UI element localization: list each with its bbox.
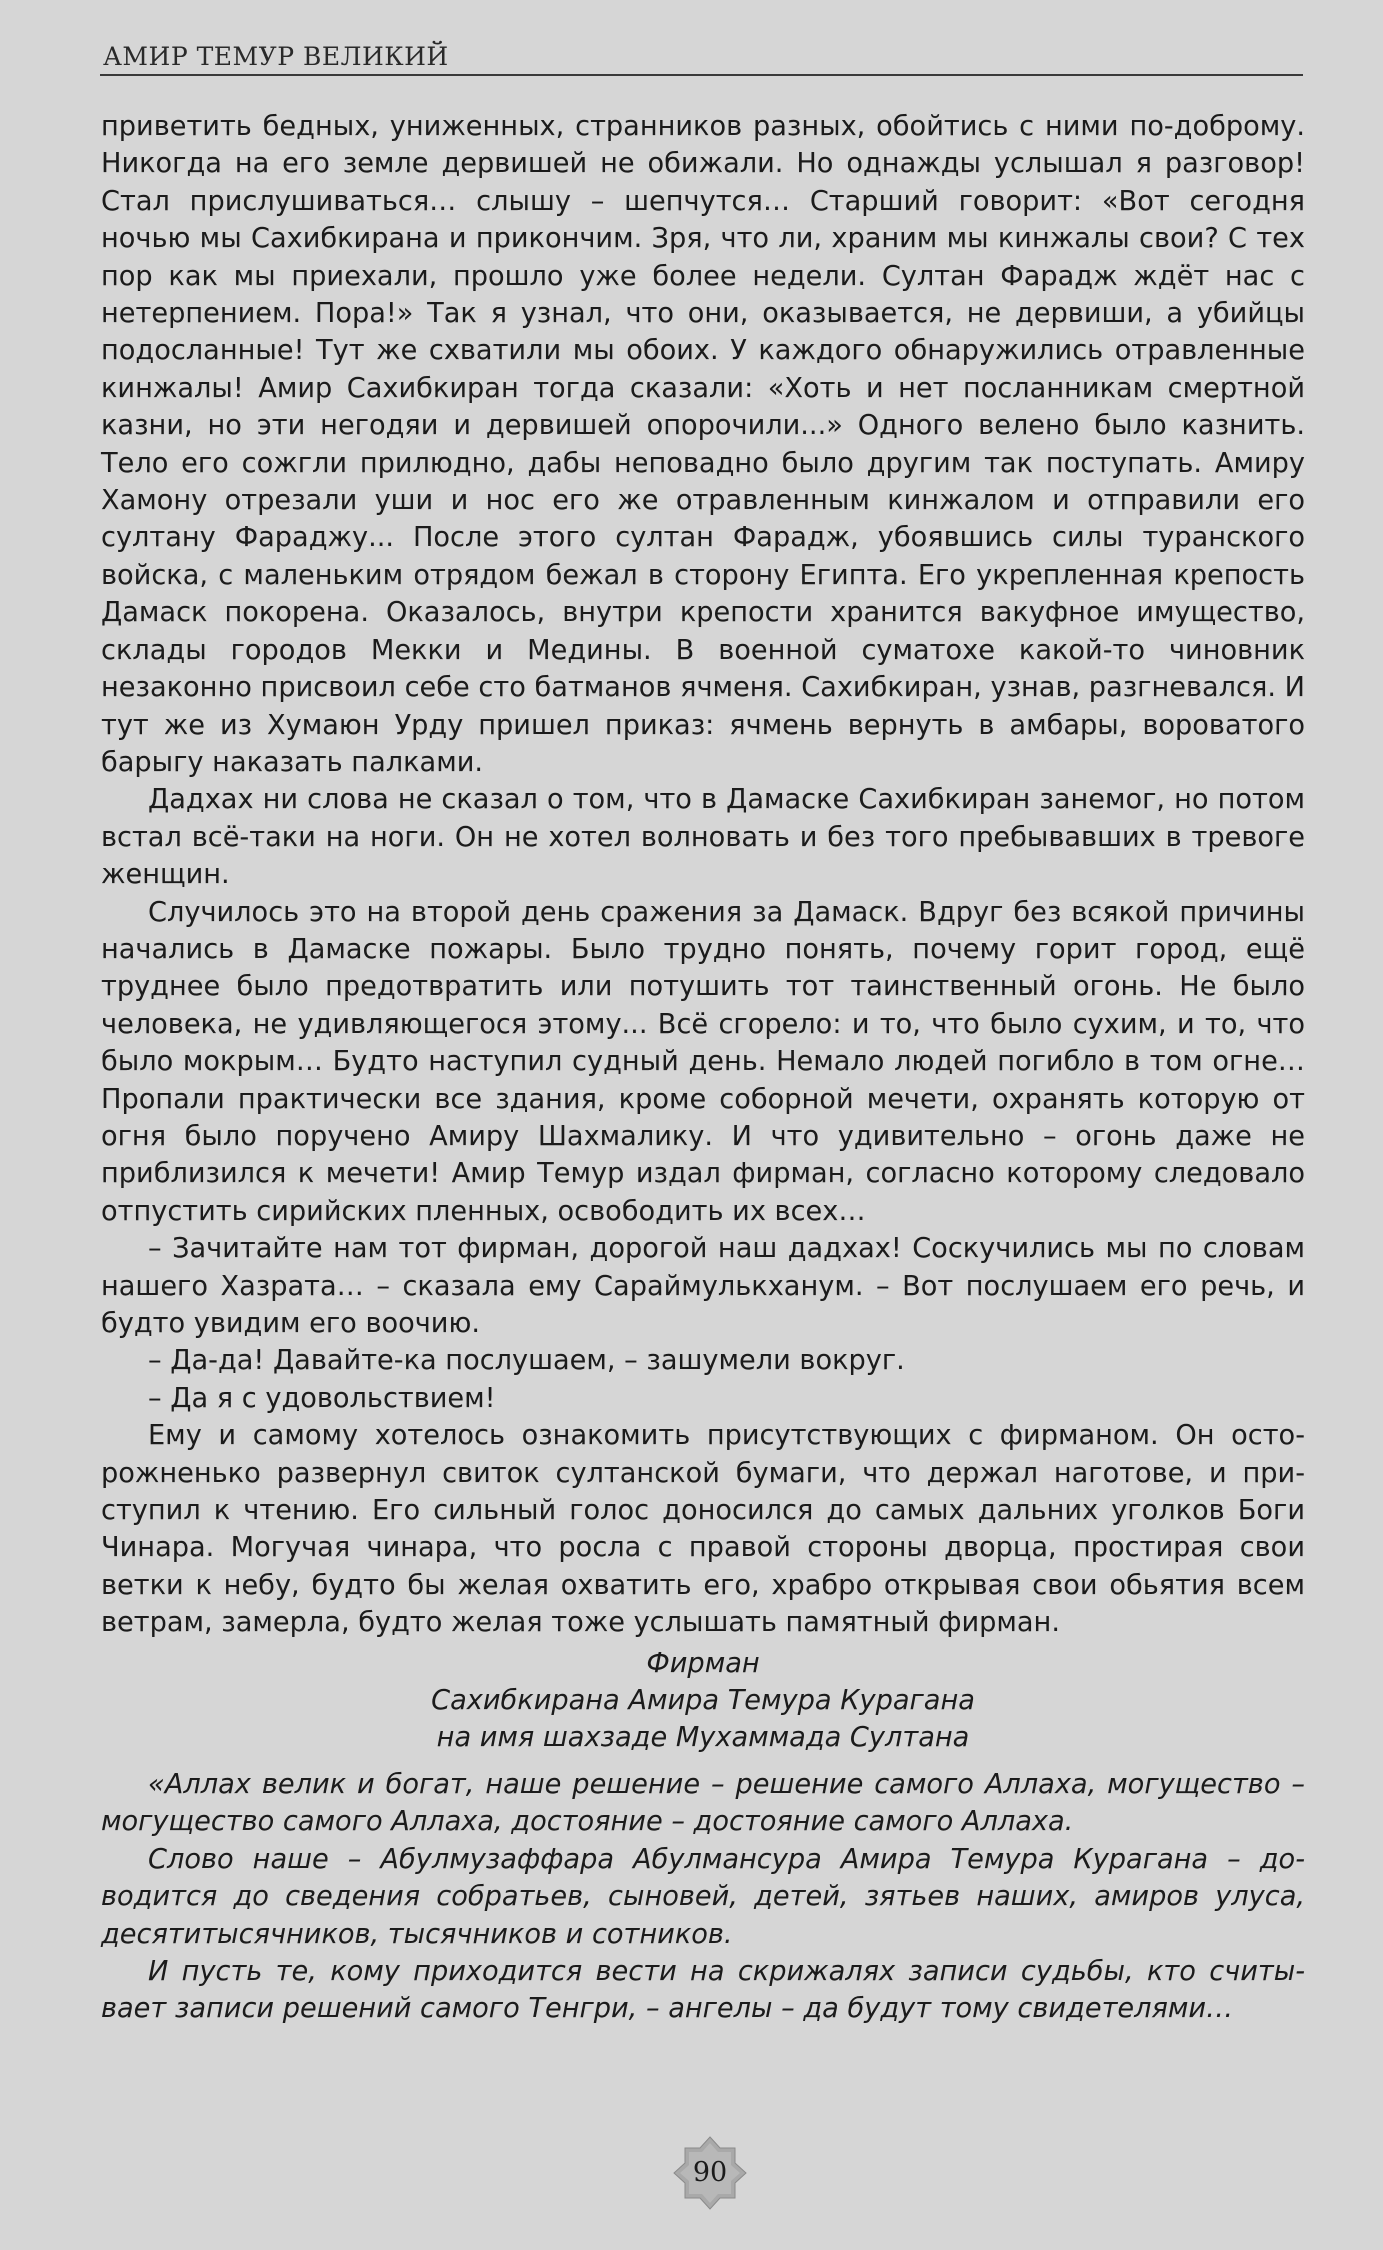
- firman-addressee: на имя шахзаде Мухаммада Султана: [436, 1722, 970, 1754]
- firman-paragraph: И пусть те, кому приходится вести на скрижалях записи судьбы, кто считывает записи решений самого Тенгри, – ангелы – да будут тому свидетелями…: [101, 1955, 1305, 2025]
- firman-title: Фирман: [646, 1647, 760, 1679]
- running-title: АМИР ТЕМУР ВЕЛИКИЙ: [103, 42, 449, 71]
- paragraph: Дадхах ни слова не сказал о том, что в Дамаске Сахибкиран занемог, но потом встал всё-таки на ноги. Он не хотел волновать и без того пребывавших в тревоге женщин.: [101, 784, 1305, 891]
- header-rule: [100, 74, 1303, 76]
- page-number-badge: [672, 2135, 748, 2211]
- paragraph: приветить бедных, униженных, странников разных, обойтись с ними по-доброму. Никогда на его земле дервишей не обижали. Но однажды услышал я разговор! Стал прислушиваться… слышу – шепчутся… Старший говорит: «Вот сегодня ночью мы Сахибкирана и прикончим. Зря, что ли, храним мы кинжалы свои? С тех пор как мы приехали, прошло уже более недели. Султан Фарадж ждёт нас с нетерпением. Пора!» Так я узнал, что они, оказывается, не дервиши, а убийцы подосланные! Тут же схватили мы обоих. У каждого обнаружились отравленные кинжалы! Амир Сахибкиран тогда сказали: «Хоть и нет посланникам смертной казни, но эти негодяи и дервишей опорочили...» Одного велено было казнить. Тело его сожгли прилюдно, дабы неповадно было другим так поступать. Амиру Хамону отрезали уши и нос его же отравленным кинжалом и отправили его султану Фараджу... После этого султан Фарадж, убоявшись силы туранского войска, с маленьким отрядом бежал в сторону Египта. Его укрепленная крепость Дамаск покорена. Оказалось, внутри крепости хранится вакуфное имущество, склады городов Мекки и Медины. В военной суматохе какой-то чиновник незаконно присвоил себе сто батманов ячменя. Сахибкиран, узнав, разгневался. И тут же из Хумаюн Урду пришел приказ: ячмень вернуть в амбары, вороватого барыгу наказать палками.: [101, 111, 1305, 778]
- firman-paragraph: Слово наше – Абулмузаффара Абулмансура Амира Темура Курагана – доводится до сведения собратьев, сыновей, детей, зятьев наших, амиров улуса, десятитысячников, тысячников и сотников.: [101, 1843, 1305, 1950]
- dialogue-line: – Да я с удовольствием!: [148, 1382, 496, 1414]
- paragraph: Ему и самому хотелось ознакомить присутствующих с фирманом. Он осторожненько развернул свиток султанской бумаги, что держал наготове, и приступил к чтению. Его сильный голос доносился до самых дальних уголков Боги Чинара. Могучая чинара, что росла с правой стороны дворца, простирая свои ветки к небу, будто бы желая охватить его, храбро открывая свои обьятия всем ветрам, замерла, будто желая тоже услышать памятный фирман.: [101, 1420, 1305, 1639]
- dialogue-line: – Да-да! Давайте-ка послушаем, – зашумели вокруг.: [148, 1345, 905, 1377]
- page-body: [101, 108, 1305, 2028]
- page-number: 90: [692, 2157, 728, 2188]
- firman-subtitle: Сахибкирана Амира Темура Курагана: [431, 1685, 975, 1717]
- dialogue-line: – Зачитайте нам тот фирман, дорогой наш дадхах! Соскучились мы по словам нашего Хазрата… – сказала ему Сараймулькханум. – Вот послушаем его речь, и будто увидим его воочию.: [101, 1233, 1305, 1339]
- firman-paragraph: «Аллах велик и богат, наше решение – решение самого Аллаха, могущество – могущество самого Аллаха, достояние – достояние самого Аллаха.: [101, 1768, 1305, 1838]
- paragraph: Случилось это на второй день сражения за Дамаск. Вдруг без всякой причины начались в Дамаске пожары. Было трудно понять, почему горит город, ещё труднее было предотвратить или потушить тот таинственный огонь. Не было человека, не удивляющегося этому... Всё сгорело: и то, что было сухим, и то, что было мокрым… Будто наступил судный день. Немало людей погибло в том огне… Пропали практически все здания, кроме соборной мечети, охранять которую от огня было поручено Амиру Шахмалику. И что удивительно – огонь даже не приблизился к мечети! Амир Темур издал фирман, согласно которому следовало отпустить сирийских пленных, освободить их всех…: [101, 896, 1305, 1227]
